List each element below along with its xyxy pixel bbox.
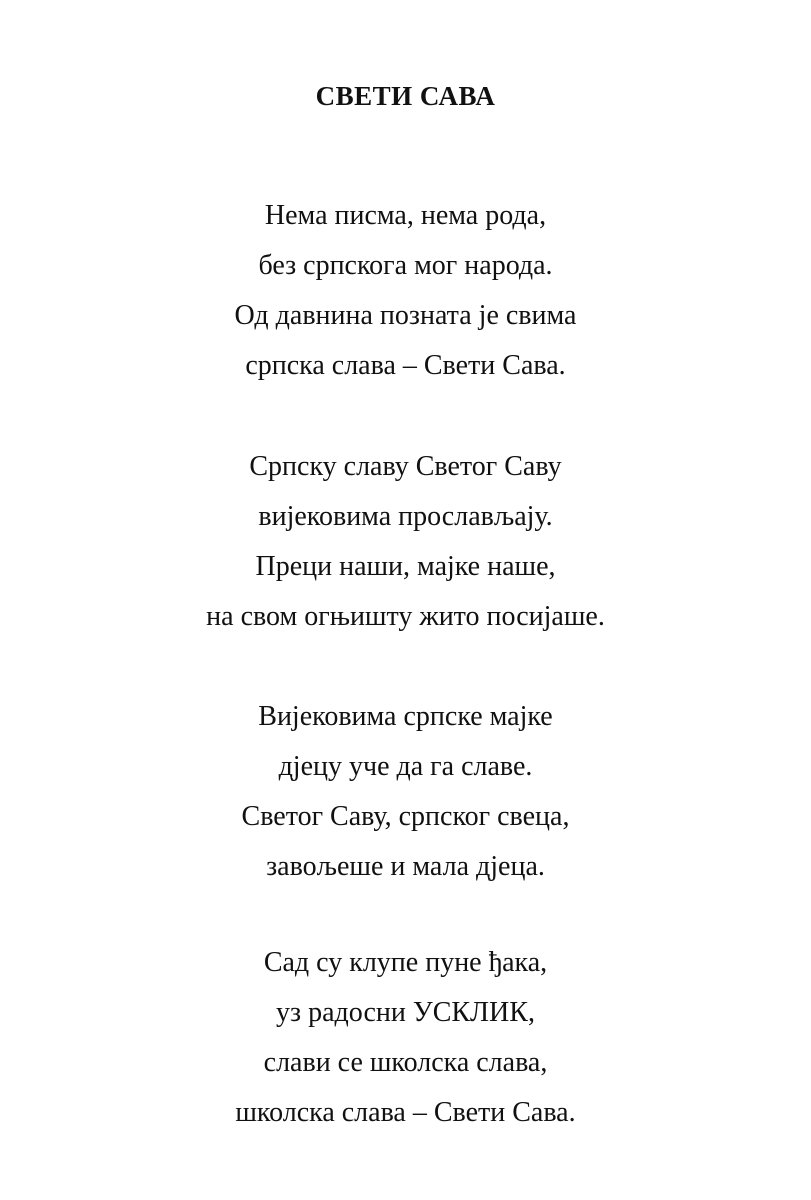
verse-line: вијековима прослављају. <box>258 501 553 532</box>
verse-line: Српску славу Светог Саву <box>249 451 562 482</box>
verse-line: Од давнина позната је свима <box>234 300 577 331</box>
stanza-4 <box>0 938 811 1138</box>
verse-line: Светог Саву, српског свеца, <box>241 801 570 832</box>
verse-line: школска слава – Свети Сава. <box>235 1097 576 1128</box>
verse-line: Нема писма, нема рода, <box>264 200 547 231</box>
verse-line: српска слава – Свети Сава. <box>245 350 566 381</box>
verse-line: Сад су клупе пуне ђака, <box>263 947 548 978</box>
verse-line: уз радосни УСКЛИК, <box>276 997 535 1028</box>
verse-line: завољеше и мала дјеца. <box>266 851 545 882</box>
verse-line: Преци наши, мајке наше, <box>255 551 556 582</box>
verse-line: без српскога мог народа. <box>258 250 553 281</box>
verse-line: Вијековима српске мајке <box>258 701 553 732</box>
stanza-1 <box>0 191 811 391</box>
stanza-2 <box>0 442 811 642</box>
stanza-3 <box>0 692 811 892</box>
verse-line: на свом огњишту жито посијаше. <box>206 601 605 632</box>
verse-line: слави се школска слава, <box>263 1047 548 1078</box>
verse-line: дјецу уче да га славе. <box>278 751 533 782</box>
poem-title: СВЕТИ САВА <box>315 81 496 111</box>
